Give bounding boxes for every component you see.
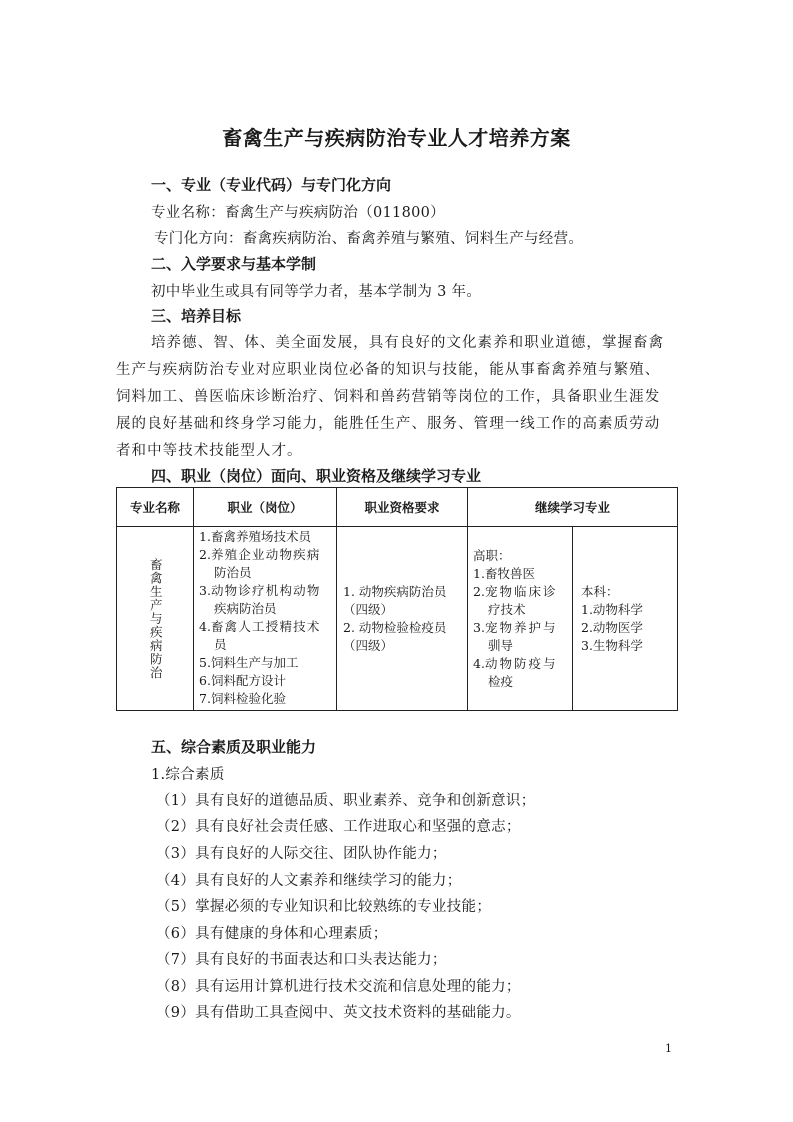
career-table xyxy=(116,487,678,711)
undergraduate-cell xyxy=(573,527,678,711)
table-row xyxy=(117,527,678,711)
higher-vocational-item: 1.畜牧兽医 xyxy=(473,565,535,581)
section2-heading: 二、入学要求与基本学制 xyxy=(151,255,317,273)
position-item: 6.饲料配方设计 xyxy=(199,673,286,688)
header-major: 专业名称 xyxy=(117,488,194,527)
major-vertical-text: 畜禽生产与疾病防治 xyxy=(148,557,164,680)
objective-line: 饲料加工、兽医临床诊断治疗、饲料和兽药营销等岗位的工作，具备职业生涯发 xyxy=(116,389,661,405)
quality-item: （6）具有健康的身体和心理素质； xyxy=(156,926,388,942)
quality-item: （7）具有良好的书面表达和口头表达能力； xyxy=(156,952,447,968)
qualification-level: （四级） xyxy=(343,601,394,617)
undergraduate-label: 本科： xyxy=(581,583,619,599)
position-item: 5.饲料生产与加工 xyxy=(199,655,299,670)
objective-line: 培养德、智、体、美全面发展，具有良好的文化素养和职业道德，掌握畜禽 xyxy=(151,335,665,351)
section1-heading: 一、专业（专业代码）与专门化方向 xyxy=(151,176,392,194)
quality-item: （5）掌握必须的专业知识和比较熟练的专业技能； xyxy=(156,899,492,915)
major-name-line: 专业名称：畜禽生产与疾病防治（011800） xyxy=(151,205,445,221)
header-position: 职业（岗位） xyxy=(194,488,337,527)
position-item: 1.畜禽养殖场技术员 xyxy=(199,529,311,544)
objective-line: 者和中等技术技能型人才。 xyxy=(116,443,303,459)
qualification-item: 2. 动物检验检疫员 xyxy=(343,619,447,635)
page-number: 1 xyxy=(665,1042,672,1055)
higher-vocational-item: 3.宠物养护与 驯导 xyxy=(473,619,558,653)
position-item: 3.动物诊疗机构动物 疾病防治员 xyxy=(199,583,321,616)
section5-subheading: 1.综合素质 xyxy=(151,767,225,783)
positions-cell xyxy=(194,527,337,711)
major-cell xyxy=(117,527,194,711)
quality-item: （2）具有良好社会责任感、工作进取心和坚强的意志； xyxy=(156,819,521,835)
objective-line: 展的良好基础和终身学习能力，能胜任生产、服务、管理一线工作的高素质劳动 xyxy=(116,416,661,432)
position-item: 2.养殖企业动物疾病 防治员 xyxy=(199,547,321,580)
header-qualification: 职业资格要求 xyxy=(337,488,468,527)
qualifications-cell xyxy=(337,527,468,711)
specialization-line: 专门化方向：畜禽疾病防治、畜禽养殖与繁殖、饲料生产与经营。 xyxy=(154,231,584,247)
quality-item: （1）具有良好的道德品质、职业素养、竞争和创新意识； xyxy=(156,793,536,809)
objective-line: 生产与疾病防治专业对应职业岗位必备的知识与技能，能从事畜禽养殖与繁殖、 xyxy=(116,362,661,378)
undergraduate-item: 2.动物医学 xyxy=(581,619,643,635)
section2-text: 初中毕业生或具有同等学力者，基本学制为 3 年。 xyxy=(151,284,482,300)
table-header-row xyxy=(117,488,678,527)
quality-item: （8）具有运用计算机进行技术交流和信息处理的能力； xyxy=(156,979,521,995)
higher-vocational-item: 2.宠物临床诊 疗技术 xyxy=(473,583,558,617)
section5-heading: 五、综合素质及职业能力 xyxy=(151,738,317,756)
position-item: 4.畜禽人工授精技术 员 xyxy=(199,619,321,652)
quality-item: （9）具有借助工具查阅中、英文技术资料的基础能力。 xyxy=(156,1005,521,1021)
section3-heading: 三、培养目标 xyxy=(151,307,242,325)
higher-vocational-label: 高职： xyxy=(473,547,511,563)
quality-item: （3）具有良好的人际交往、团队协作能力； xyxy=(156,846,447,862)
undergraduate-item: 1.动物科学 xyxy=(581,601,643,617)
higher-vocational-item: 4.动物防疫与 检疫 xyxy=(473,655,558,689)
qualification-item: 1. 动物疾病防治员 xyxy=(343,583,447,599)
qualification-level: （四级） xyxy=(343,637,394,653)
quality-item: （4）具有良好的人文素养和继续学习的能力； xyxy=(156,873,462,889)
higher-vocational-cell xyxy=(468,527,573,711)
header-further-study: 继续学习专业 xyxy=(468,488,678,527)
section4-heading: 四、职业（岗位）面向、职业资格及继续学习专业 xyxy=(151,467,482,485)
undergraduate-item: 3.生物科学 xyxy=(581,637,643,653)
position-item: 7.饲料检验化验 xyxy=(199,691,286,706)
document-title: 畜禽生产与疾病防治专业人才培养方案 xyxy=(222,126,571,150)
